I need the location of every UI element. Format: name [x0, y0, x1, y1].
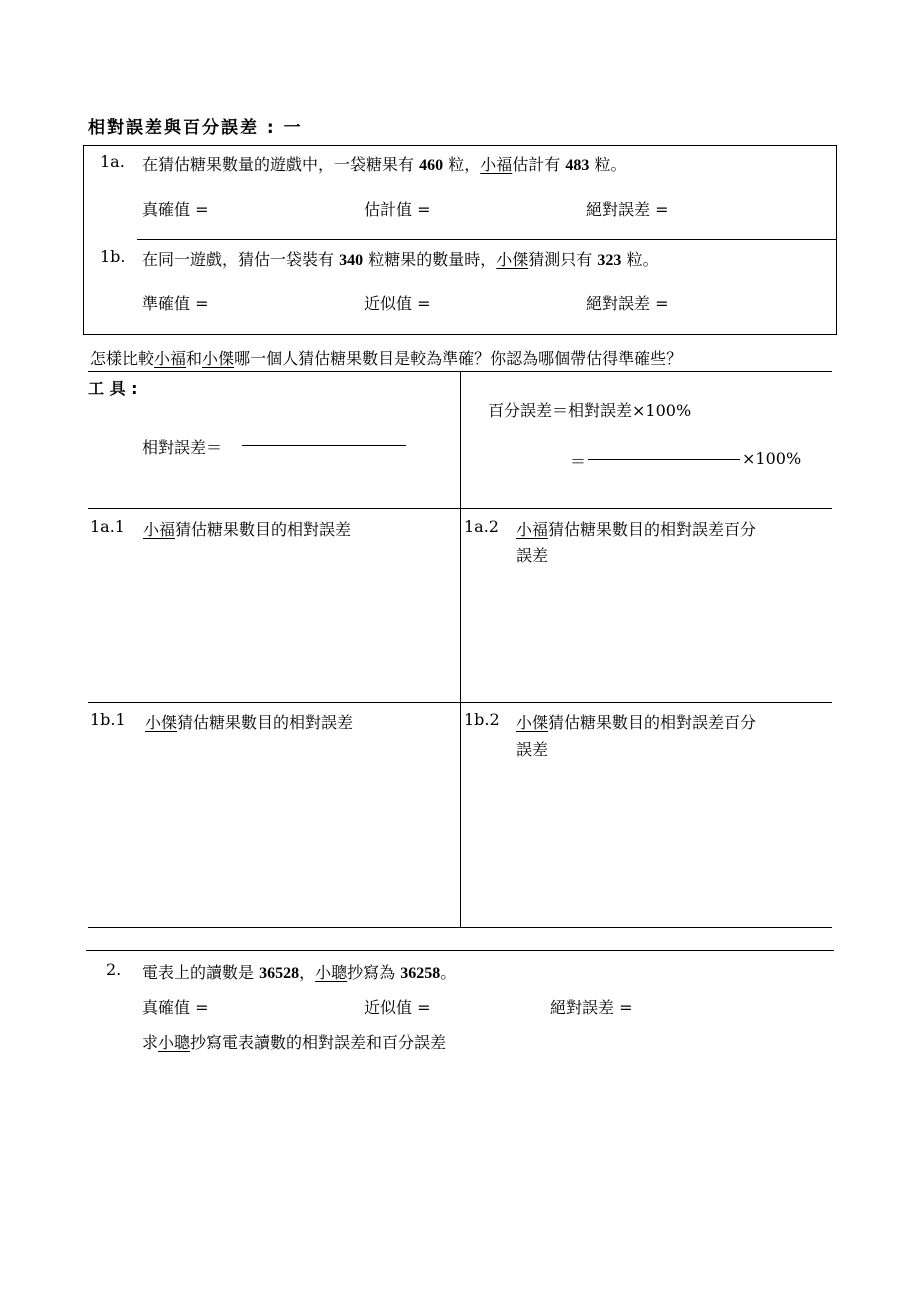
- q2-text: 電表上的讀數是 36528，小聰抄寫為 36258。: [142, 963, 457, 982]
- table-row-line-1: [88, 508, 832, 509]
- percent-error-formula: 百分誤差＝相對誤差×100%: [488, 401, 692, 420]
- q1a-text: 在猜估糖果數量的遊戲中，一袋糖果有 460 粒，小福估計有 483 粒。: [142, 155, 627, 174]
- q1a-true-value-label: 真確值 =: [142, 200, 209, 219]
- divider-1a-1b: [137, 239, 837, 240]
- percent-error-equals: ＝: [570, 452, 587, 471]
- q1a-estimate-label: 估計值 =: [364, 200, 431, 219]
- cell-1b2-text-line-2: 誤差: [516, 740, 549, 759]
- q1b-approx-value-label: 近似值 =: [364, 294, 431, 313]
- q2-number: 2.: [106, 960, 122, 979]
- relative-error-fraction-bar: [242, 445, 406, 446]
- q1b-text: 在同一遊戲，猜估一袋裝有 340 粒糖果的數量時，小傑猜測只有 323 粒。: [142, 250, 659, 269]
- page-title: 相對誤差與百分誤差 : 一: [88, 118, 303, 138]
- q1b-name: 小傑: [496, 250, 529, 269]
- compare-question: 怎樣比較小福和小傑哪一個人猜估糖果數目是較為準確？你認為哪個帶估得準確些？: [90, 349, 683, 368]
- cell-1a2-number: 1a.2: [464, 517, 499, 536]
- cell-1a2-text-line-2: 誤差: [516, 546, 549, 565]
- q1a-value-1: 460: [419, 157, 444, 174]
- relative-error-formula: 相對誤差＝: [142, 438, 223, 457]
- q1b-accurate-value-label: 準確值 =: [142, 294, 209, 313]
- cell-1b2-text: 小傑猜估糖果數目的相對誤差百分: [516, 713, 757, 732]
- q1b-value-2: 323: [597, 252, 622, 269]
- q2-name: 小聰: [315, 963, 348, 982]
- q2-approx-value-label: 近似值 =: [364, 998, 431, 1017]
- cell-1a2-text: 小福猜估糖果數目的相對誤差百分: [516, 520, 757, 539]
- q1a-abs-error-label: 絕對誤差 =: [586, 200, 669, 219]
- q1a-number: 1a.: [100, 152, 125, 171]
- q1a-name: 小福: [480, 155, 513, 174]
- table-center-divider: [460, 371, 461, 928]
- cell-1b1-text: 小傑猜估糖果數目的相對誤差: [145, 713, 354, 732]
- percent-error-times: ×100%: [742, 449, 802, 468]
- q2-true-value-label: 真確值 =: [142, 998, 209, 1017]
- q2-separator: [86, 950, 834, 951]
- compare-name-1: 小福: [154, 349, 187, 368]
- q2-abs-error-label: 絕對誤差 =: [550, 998, 633, 1017]
- cell-1a1-number: 1a.1: [90, 517, 125, 536]
- q1a-value-2: 483: [565, 157, 590, 174]
- cell-1a1-text: 小福猜估糖果數目的相對誤差: [143, 520, 352, 539]
- compare-name-2: 小傑: [202, 349, 235, 368]
- tools-label: 工 具 :: [88, 379, 138, 398]
- cell-1b2-number: 1b.2: [464, 710, 500, 729]
- q2-value-1: 36528: [259, 965, 300, 982]
- table-bottom-line: [88, 927, 832, 928]
- q2-value-2: 36258: [400, 965, 441, 982]
- q1b-abs-error-label: 絕對誤差 =: [586, 294, 669, 313]
- q1b-value-1: 340: [339, 252, 364, 269]
- percent-error-fraction-bar: [588, 459, 740, 460]
- cell-1b1-number: 1b.1: [90, 710, 126, 729]
- table-row-line-2: [88, 702, 832, 703]
- q2-ask: 求小聰抄寫電表讀數的相對誤差和百分誤差: [142, 1033, 447, 1052]
- q1b-number: 1b.: [100, 247, 126, 266]
- q2-ask-name: 小聰: [158, 1033, 191, 1052]
